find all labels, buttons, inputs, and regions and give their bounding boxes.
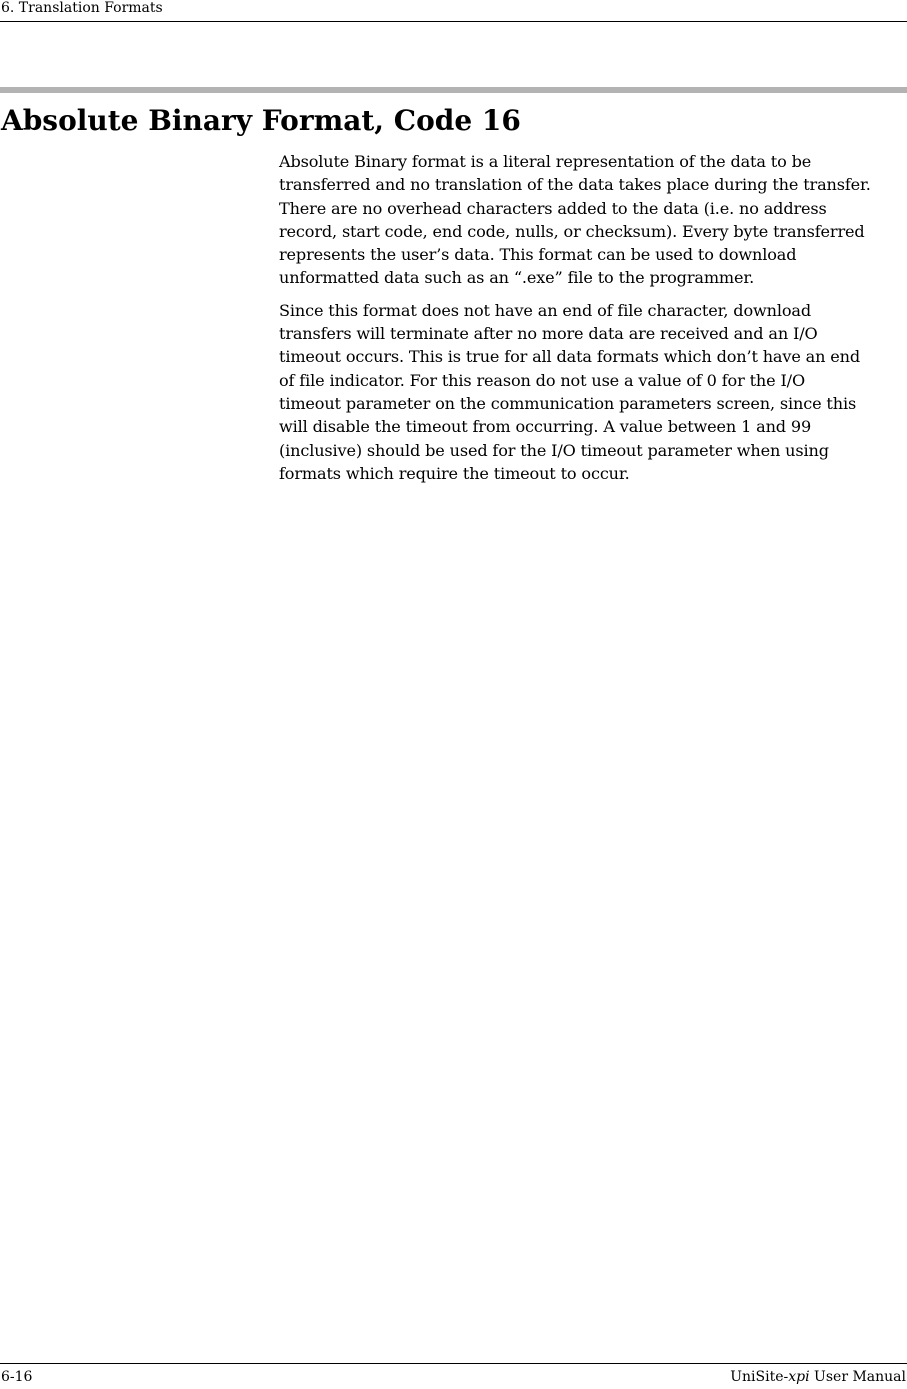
paragraph-line: record, start code, end code, nulls, or checksum). Every byte transferred [279,221,865,241]
paragraph-line: Since this format does not have an end of file character, download [279,300,811,320]
manual-title [730,1369,906,1386]
page-number: 6-16 [1,1369,33,1385]
paragraph-line: represents the user’s data. This format can be used to download [279,245,797,265]
paragraph-line: transferred and no translation of the data takes place during the transfer. [279,175,871,195]
paragraph-line: timeout occurs. This is true for all data formats which don’t have an end [279,347,861,367]
running-footer [0,1363,907,1389]
paragraph [279,299,901,485]
running-header [0,0,907,22]
manual-title-product: xpi [788,1369,810,1385]
paragraph-line: of file indicator. For this reason do not use a value of 0 for the I/O [279,370,805,390]
section-title: Absolute Binary Format, Code 16 [1,104,521,137]
paragraph-line: (inclusive) should be used for the I/O timeout parameter when using [279,440,829,460]
paragraph-line: unformatted data such as an “.exe” file to the programmer. [279,268,755,288]
manual-title-suffix: User Manual [809,1369,906,1385]
paragraph-line: formats which require the timeout to occur. [279,463,630,483]
section-divider [0,87,907,93]
paragraph [279,150,901,290]
body-text [279,150,901,494]
paragraph-line: There are no overhead characters added to the data (i.e. no address [279,198,827,218]
paragraph-line: transfers will terminate after no more data are received and an I/O [279,324,818,344]
paragraph-line: will disable the timeout from occurring. A value between 1 and 99 [279,417,812,437]
manual-title-prefix: UniSite- [730,1369,789,1385]
paragraph-line: Absolute Binary format is a literal representation of the data to be [279,152,812,171]
chapter-title: 6. Translation Formats [1,0,163,16]
paragraph-line: timeout parameter on the communication parameters screen, since this [279,393,857,413]
